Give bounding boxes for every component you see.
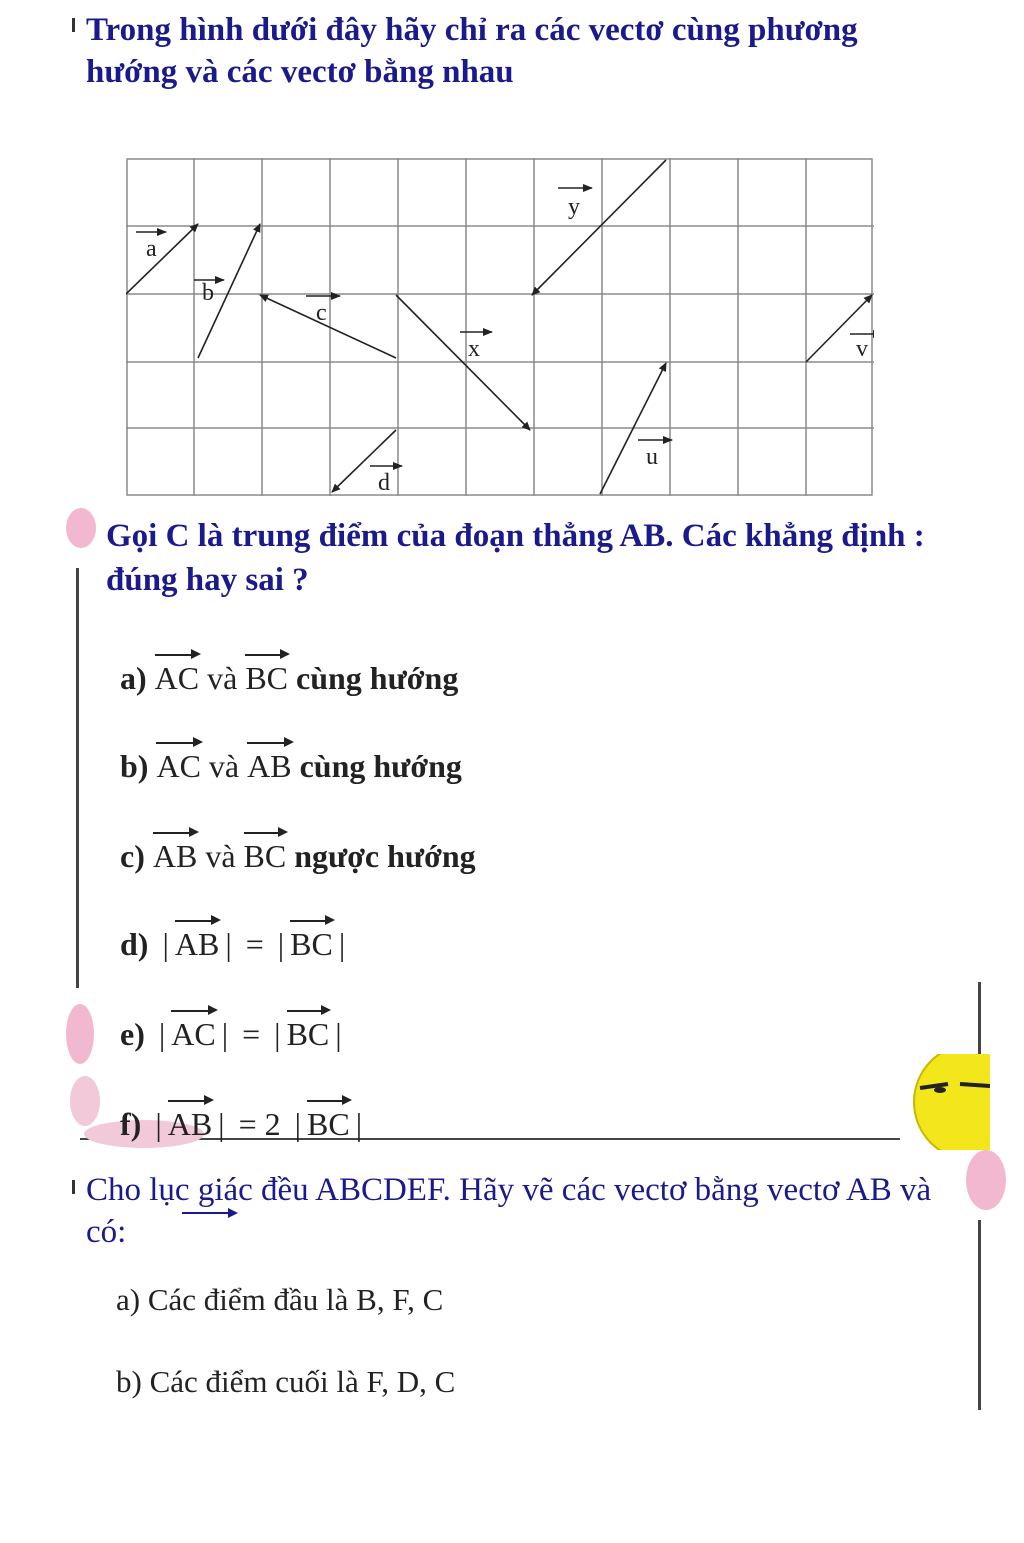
label-c: c (316, 300, 327, 326)
question-1-line-2: hướng và các vectơ bằng nhau (86, 54, 514, 90)
bullet-mark (72, 18, 75, 32)
question-3-line-2: có: (86, 1214, 127, 1250)
statement-a: a) AC và BC cùng hướng (120, 660, 459, 696)
grid-lines (126, 158, 874, 496)
statement-b: b) AC và AB cùng hướng (120, 748, 462, 784)
label-a: a (146, 236, 157, 262)
vector-a (126, 224, 198, 294)
statement-d: d) | AB | = | BC | (120, 926, 346, 962)
vector-y (532, 160, 666, 295)
vector-grid-figure (126, 158, 874, 496)
statement-e: e) | AC | = | BC | (120, 1016, 342, 1052)
label-y: y (568, 194, 580, 220)
frame-left-line (76, 568, 79, 988)
flower-decoration-icon (66, 1004, 94, 1064)
statement-f: f) | AB | = 2 | BC | (120, 1106, 363, 1142)
statement-c: c) AB và BC ngược hướng (120, 838, 476, 874)
question-1-line-1: Trong hình dưới đây hãy chỉ ra các vectơ cùng phương (86, 12, 858, 48)
smiley-icon (900, 1054, 990, 1150)
question-2-line-2: đúng hay sai ? (106, 562, 309, 598)
label-b: b (202, 280, 214, 306)
question-2-line-1: Gọi C là trung điểm của đoạn thẳng AB. Các khẳng định : (106, 518, 925, 554)
label-x: x (468, 336, 480, 362)
bullet-mark (72, 1180, 75, 1194)
label-d: d (378, 470, 390, 496)
frame-right-line-top (978, 982, 981, 1062)
flower-decoration-icon (70, 1076, 100, 1126)
task-a: a) Các điểm đầu là B, F, C (116, 1282, 444, 1317)
label-v: v (856, 336, 868, 362)
question-3-line-1: Cho lục giác đều ABCDEF. Hãy vẽ các vectơ bằng vectơ AB và (86, 1172, 932, 1208)
task-b: b) Các điểm cuối là F, D, C (116, 1364, 456, 1399)
label-u: u (646, 444, 658, 470)
flower-decoration-icon (66, 508, 96, 548)
vector-c (260, 295, 396, 358)
